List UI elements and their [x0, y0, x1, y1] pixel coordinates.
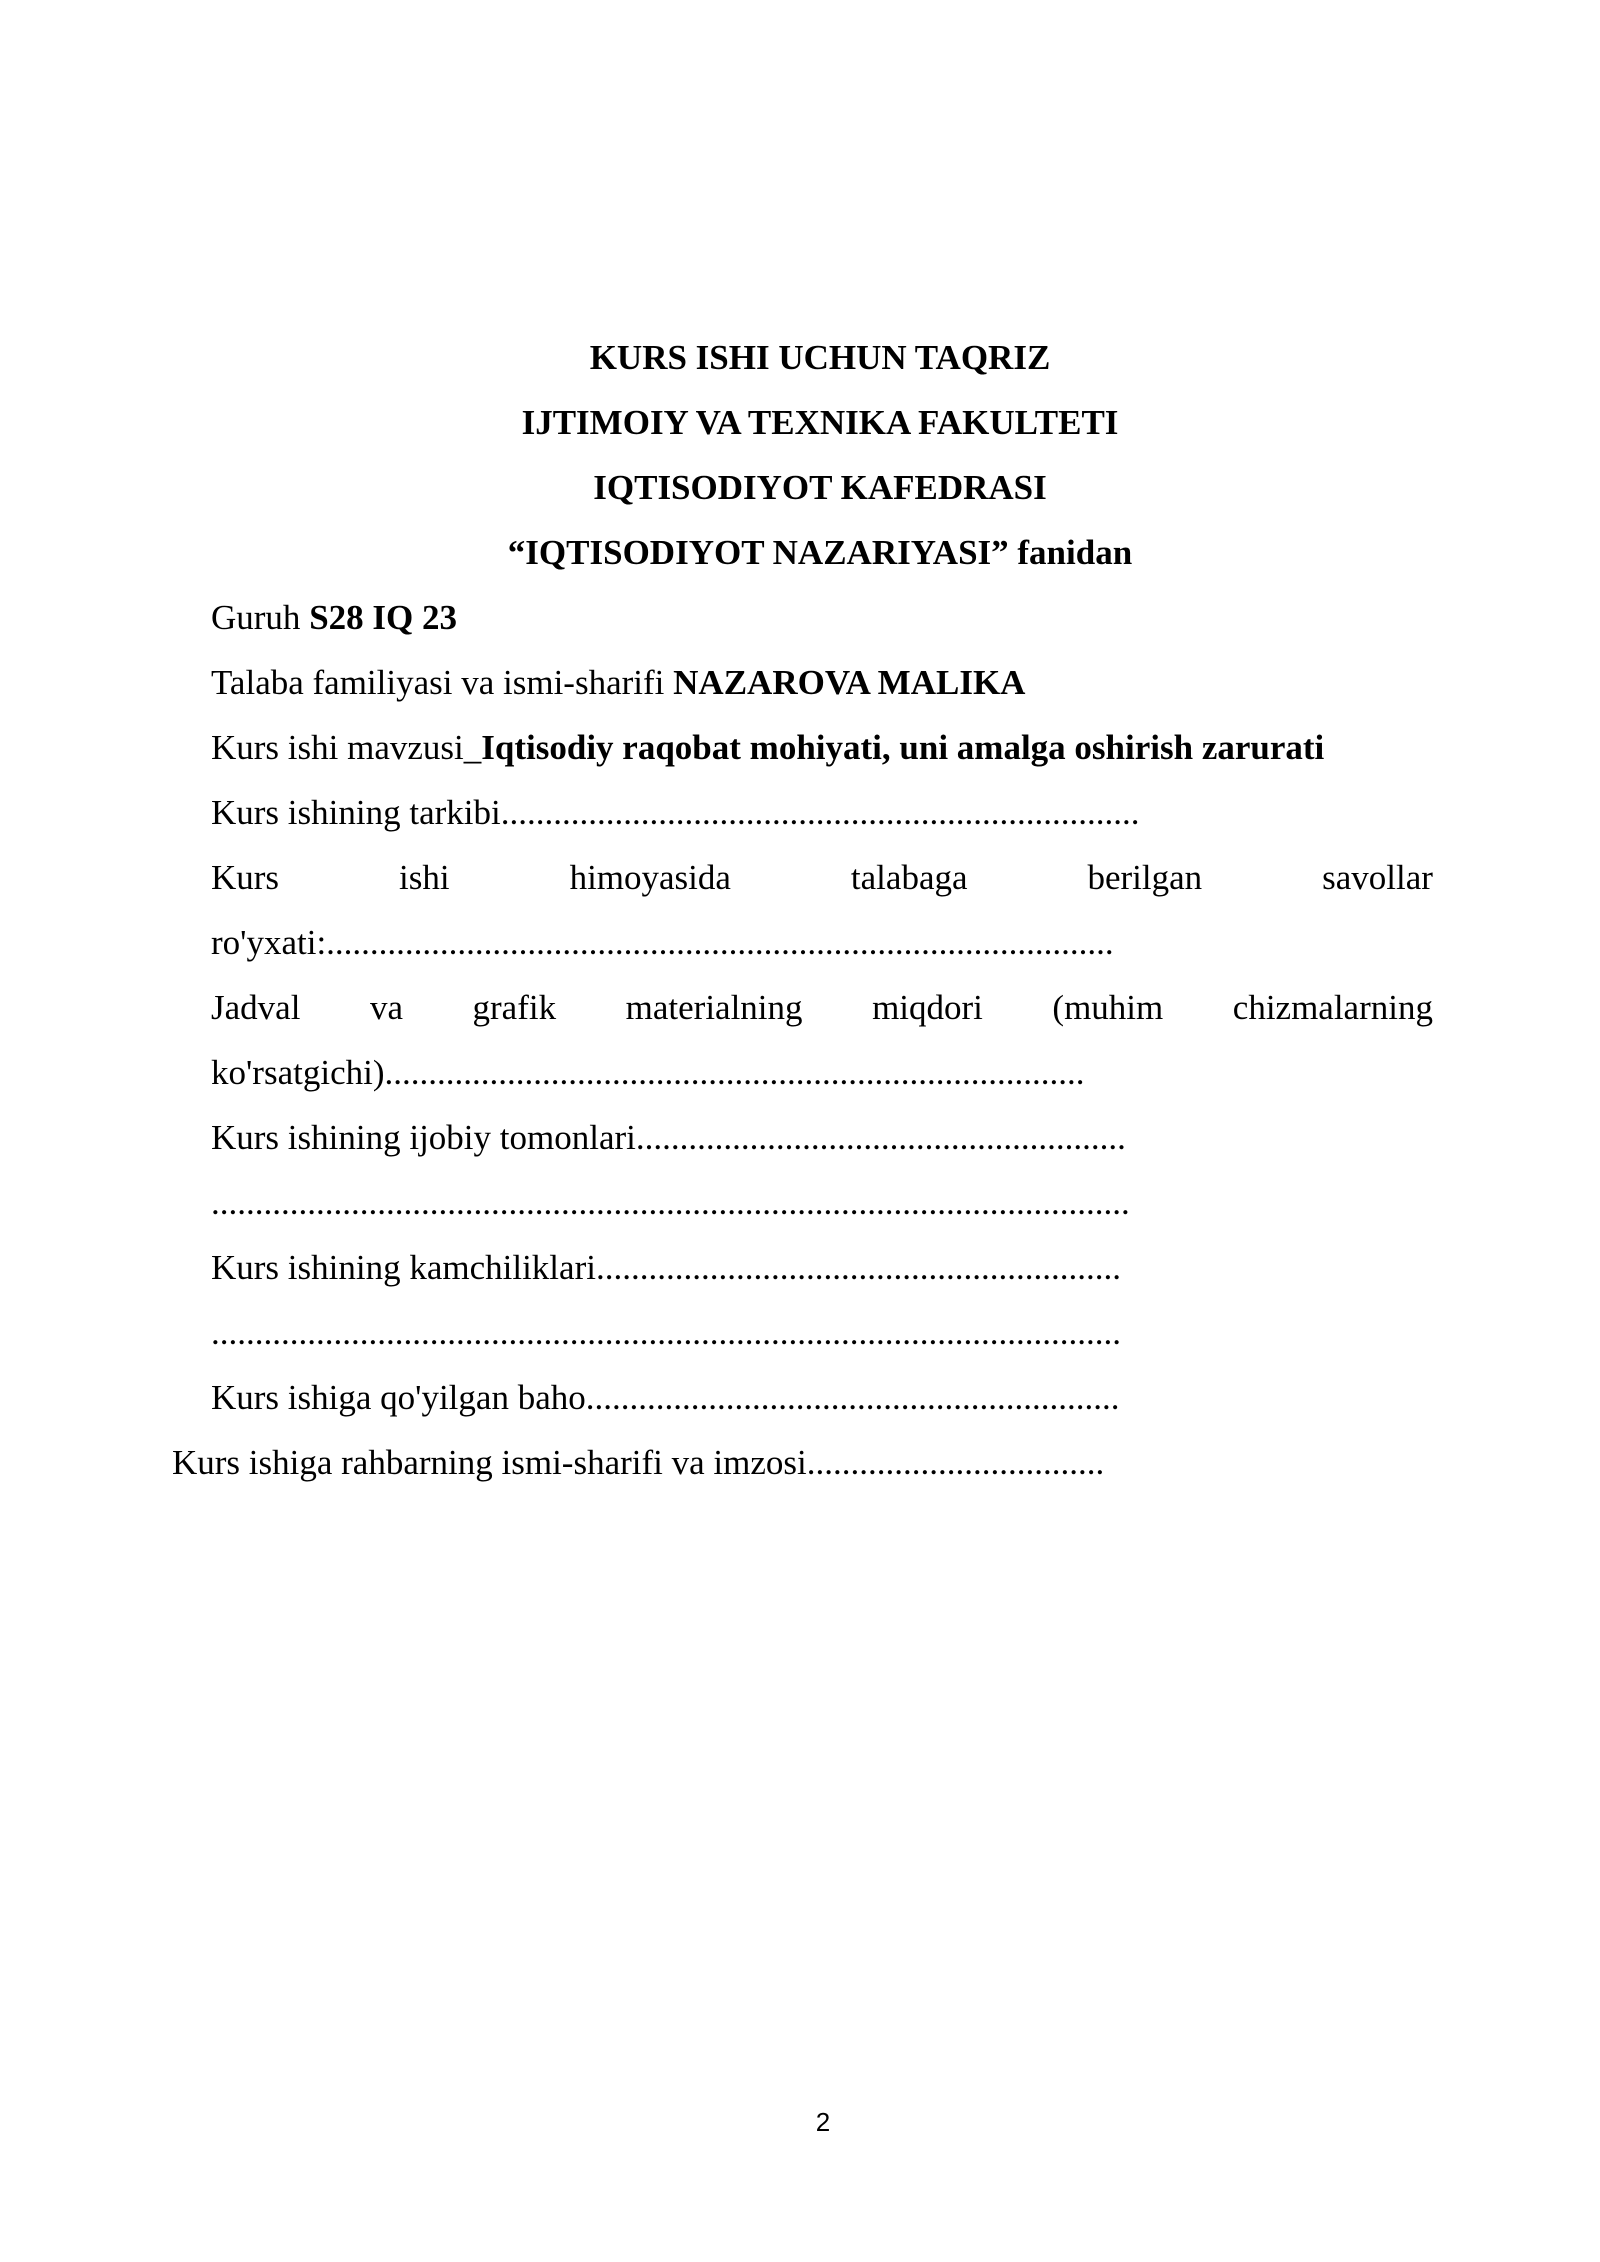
shortcomings-continuation: ........................................................................................................ [211, 1313, 1121, 1352]
questions-word: ishi [399, 858, 450, 897]
tables-row [211, 986, 1433, 1030]
questions-word: savollar [1322, 858, 1433, 897]
subject-name: “IQTISODIYOT NAZARIYASI” fanidan [507, 533, 1133, 572]
questions-continuation: ro'yxati:.......................................................................................... [211, 923, 1114, 962]
questions-row [211, 856, 1433, 900]
questions-word: Kurs [211, 858, 280, 897]
questions-word: talabaga [850, 858, 968, 897]
tables-word: grafik [472, 988, 557, 1027]
questions-word: himoyasida [569, 858, 731, 897]
faculty-name: IJTIMOIY VA TEXNIKA FAKULTETI [521, 403, 1119, 442]
tables-word: materialning [625, 988, 803, 1027]
student-row [211, 661, 1025, 705]
group-label: Guruh [211, 598, 310, 637]
student-name: NAZAROVA MALIKA [673, 663, 1026, 702]
group-row [211, 596, 457, 640]
student-label: Talaba familiyasi va ismi-sharifi [211, 663, 674, 702]
grade-row: Kurs ishiga qo'yilgan baho............................................................. [211, 1378, 1120, 1417]
tables-word: miqdori [872, 988, 983, 1027]
group-value: S28 IQ 23 [309, 598, 457, 637]
supervisor-row: Kurs ishiga rahbarning ismi-sharifi va imzosi.................................. [172, 1443, 1105, 1482]
review-title: KURS ISHI UCHUN TAQRIZ [589, 338, 1051, 377]
positives-continuation: ......................................................................................................... [211, 1183, 1130, 1222]
tables-word: Jadval [211, 988, 301, 1027]
structure-row: Kurs ishining tarkibi......................................................................... [211, 793, 1140, 832]
shortcomings-row: Kurs ishining kamchiliklari............................................................ [211, 1248, 1121, 1287]
questions-word: berilgan [1087, 858, 1203, 897]
tables-continuation: ko'rsatgichi)................................................................................ [211, 1053, 1085, 1092]
positives-row: Kurs ishining ijobiy tomonlari........................................................ [211, 1118, 1126, 1157]
tables-word: (muhim [1052, 988, 1164, 1027]
page-number: 2 [815, 2107, 831, 2137]
tables-word: chizmalarning [1232, 988, 1433, 1027]
topic-label: Kurs ishi mavzusi_ [211, 728, 482, 767]
topic-value: Iqtisodiy raqobat mohiyati, uni amalga oshirish zarurati [481, 728, 1325, 767]
department-name: IQTISODIYOT KAFEDRASI [593, 468, 1047, 507]
tables-word: va [369, 988, 403, 1027]
topic-row [211, 726, 1324, 770]
